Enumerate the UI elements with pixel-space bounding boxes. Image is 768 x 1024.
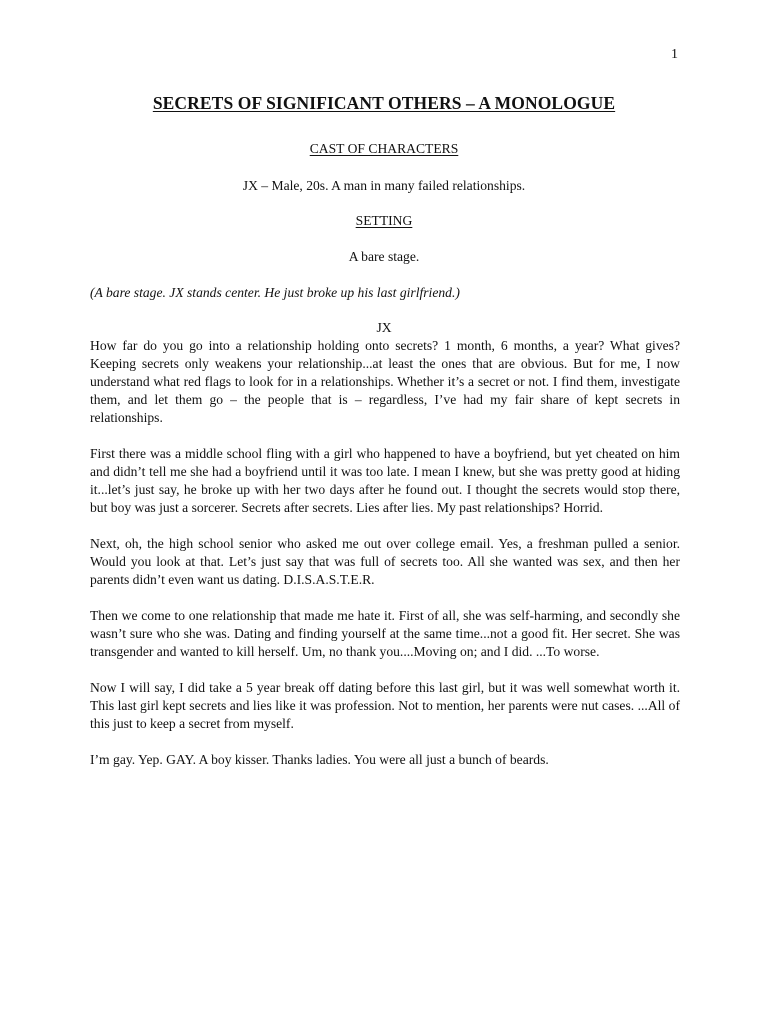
setting-heading: SETTING — [355, 213, 413, 228]
cast-heading: CAST OF CHARACTERS — [309, 141, 459, 156]
stage-direction: (A bare stage. JX stands center. He just broke up his last girlfriend.) — [90, 285, 460, 300]
paragraph: I’m gay. Yep. GAY. A boy kisser. Thanks ladies. You were all just a bunch of beards. — [90, 752, 549, 767]
paragraph: How far do you go into a relationship holding onto secrets? 1 month, 6 months, a year? What gives? Keeping secrets only weakens your relationship...at least the ones that are obvious. But for me, I now understand what red flags to look for in a relationships. Whether it’s a secret or not. I find them, investigate them, and let them go – the people that is – regardless, I’ve had my fair share of kept secrets in relationships. — [90, 338, 680, 425]
monologue-body — [90, 337, 680, 787]
document-title: SECRETS OF SIGNIFICANT OTHERS – A MONOLOGUE — [152, 93, 616, 113]
paragraph: Then we come to one relationship that made me hate it. First of all, she was self-harming, and secondly she wasn’t sure who she was. Dating and finding yourself at the same time...not a good fit. Her secret. She was transgender and wanted to kill herself. Um, no thank you....Moving on; and I did. ...To worse. — [90, 608, 680, 659]
setting-heading-row — [0, 212, 768, 230]
speaker-name: JX — [376, 320, 392, 335]
paragraph: First there was a middle school fling with a girl who happened to have a boyfriend, but yet cheated on him and didn’t tell me she had a boyfriend until it was too late. I mean I knew, but she was pretty good at hiding it...let’s just say, he broke up with her two days after he found out. I thought the secrets would stop there, but boy was just a sorcerer. Secrets after secrets. Lies after lies. My past relationships? Horrid. — [90, 446, 680, 515]
cast-heading-row — [0, 140, 768, 158]
paragraph: Now I will say, I did take a 5 year break off dating before this last girl, but it was well somewhat worth it. This last girl kept secrets and lies like it was profession. Not to mention, her parents were nut cases. ...All of this just to keep a secret from myself. — [90, 680, 680, 731]
paragraph: Next, oh, the high school senior who asked me out over college email. Yes, a freshman pulled a senior. Would you look at that. Let’s just say that was full of secrets too. All she wanted was sex, and then her parents didn’t even want us dating. D.I.S.A.S.T.E.R. — [90, 536, 680, 587]
setting-text: A bare stage. — [348, 249, 420, 264]
page-number: 1 — [671, 47, 678, 62]
cast-entry: JX – Male, 20s. A man in many failed relationships. — [242, 178, 526, 193]
